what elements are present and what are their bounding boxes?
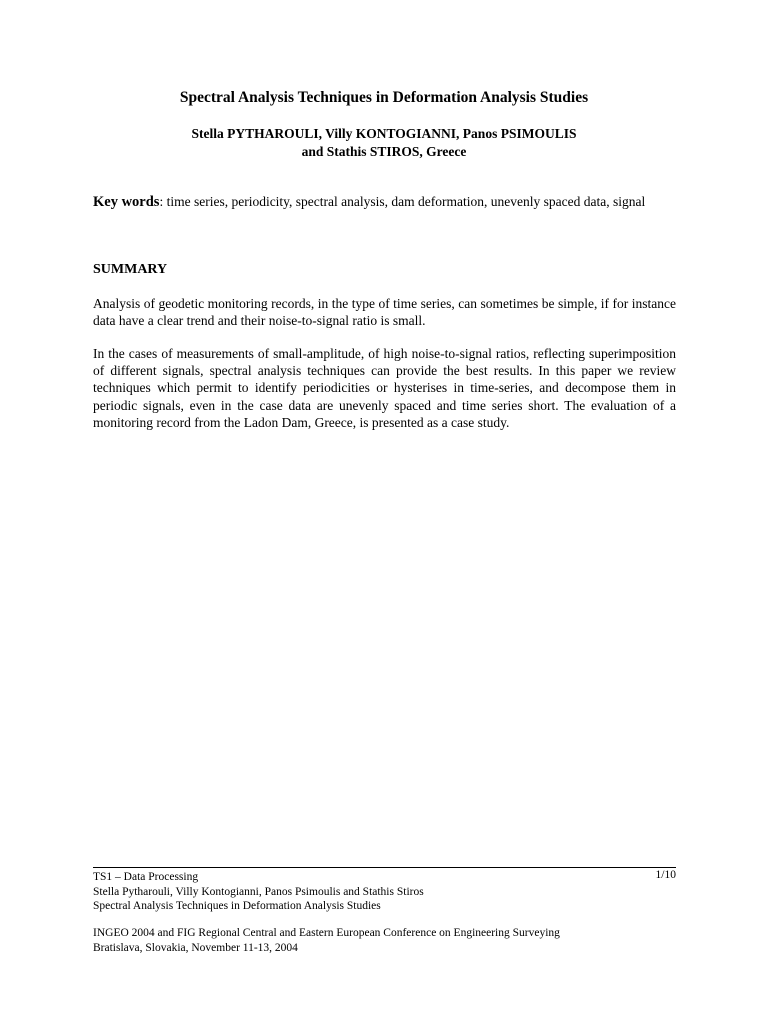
summary-paragraph-2: In the cases of measurements of small-amplitude, of high noise-to-signal ratios, reflecting superimposition of different signals, spectral analysis techniques can provide the best results. In this paper we review techniques which permit to identify periodicities or hysterises in time-series, and decompose them in periodic signals, even in the case data are unevenly spaced and time series short. The evaluation of a monitoring record from the Ladon Dam, Greece, is presented as a case study. bbox=[93, 346, 676, 430]
footer-location: Bratislava, Slovakia, November 11-13, 2004 bbox=[93, 941, 298, 954]
keywords bbox=[93, 193, 653, 211]
author-list bbox=[0, 125, 768, 161]
footer-divider bbox=[93, 867, 676, 868]
footer-authors: Stella Pytharouli, Villy Kontogianni, Panos Psimoulis and Stathis Stiros bbox=[93, 885, 424, 898]
summary-heading: SUMMARY bbox=[93, 262, 168, 277]
footer-title: Spectral Analysis Techniques in Deformation Analysis Studies bbox=[93, 900, 381, 912]
footer-session: TS1 – Data Processing bbox=[93, 871, 199, 883]
keywords-label: Key words bbox=[93, 194, 160, 210]
author-line-1: Stella PYTHAROULI, Villy KONTOGIANNI, Panos PSIMOULIS bbox=[191, 126, 577, 141]
author-line-2: and Stathis STIROS, Greece bbox=[301, 144, 467, 159]
paper-title: Spectral Analysis Techniques in Deformation Analysis Studies bbox=[179, 89, 589, 106]
summary-paragraph-1: Analysis of geodetic monitoring records, in the type of time series, can sometimes be simple, if for instance data have a clear trend and their noise-to-signal ratio is small. bbox=[93, 296, 676, 329]
footer-citation bbox=[93, 870, 676, 914]
page-number: 1/10 bbox=[655, 869, 676, 881]
footer-conference: INGEO 2004 and FIG Regional Central and Eastern European Conference on Engineering Surveying bbox=[93, 927, 560, 939]
footer-conference-info bbox=[93, 926, 676, 955]
keywords-text: : time series, periodicity, spectral analysis, dam deformation, unevenly spaced data, signal bbox=[159, 194, 646, 209]
